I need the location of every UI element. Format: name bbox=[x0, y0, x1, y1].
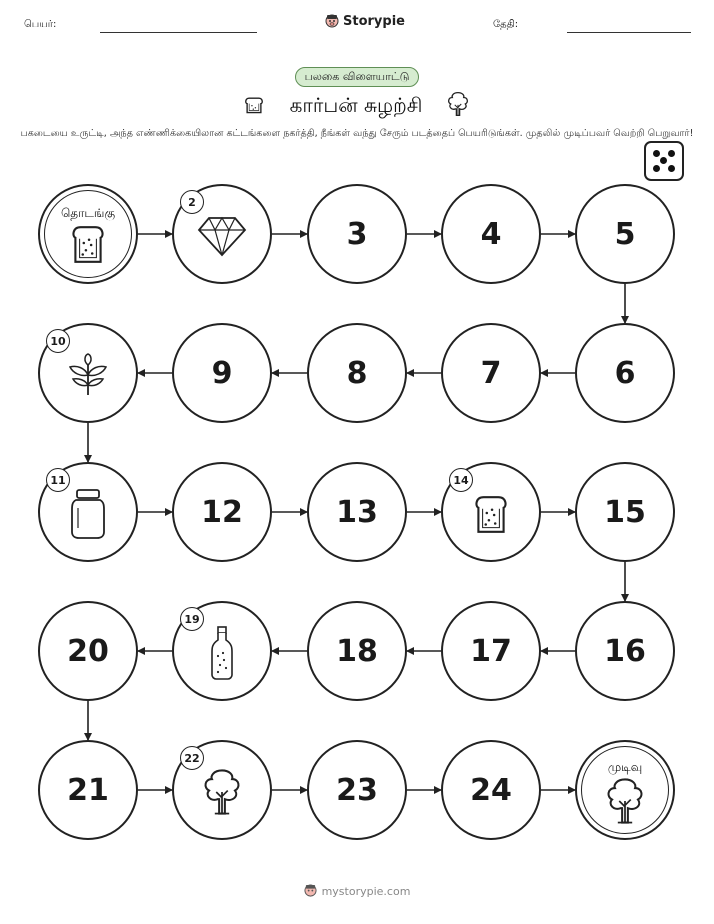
board-cell-10 bbox=[38, 323, 138, 423]
board-cell-2 bbox=[172, 184, 272, 284]
board-cell-17 bbox=[441, 601, 541, 701]
footer-site[interactable]: mystorypie.com bbox=[321, 884, 411, 898]
board-cell-12 bbox=[172, 462, 272, 562]
finish-label: முடிவு bbox=[607, 760, 643, 774]
cell-number-badge: 10 bbox=[46, 329, 70, 353]
start-ring bbox=[44, 190, 132, 278]
board-cell-21 bbox=[38, 740, 138, 840]
title-text: கார்பன் சுழற்சி bbox=[289, 93, 423, 117]
footer bbox=[0, 884, 714, 898]
date-label: தேதி: bbox=[493, 19, 519, 30]
board-cell-7 bbox=[441, 323, 541, 423]
board-cell-14 bbox=[441, 462, 541, 562]
board-cell-9 bbox=[172, 323, 272, 423]
cell-number-badge: 2 bbox=[180, 190, 204, 214]
cell-number: 20 bbox=[67, 633, 109, 669]
cell-number: 9 bbox=[211, 355, 233, 391]
board-cell-18 bbox=[307, 601, 407, 701]
board-cell-5 bbox=[575, 184, 675, 284]
cell-number: 21 bbox=[67, 772, 109, 808]
board-cell-13 bbox=[307, 462, 407, 562]
cell-number: 24 bbox=[470, 772, 512, 808]
start-label: தொடங்கு bbox=[60, 206, 116, 220]
cell-number: 16 bbox=[604, 633, 646, 669]
cell-number: 6 bbox=[614, 355, 636, 391]
cell-number-badge: 14 bbox=[449, 468, 473, 492]
board-cell-20 bbox=[38, 601, 138, 701]
leaf-icon bbox=[65, 353, 111, 401]
jar-icon bbox=[70, 488, 106, 544]
board-cell-19 bbox=[172, 601, 272, 701]
board-cell-24 bbox=[441, 740, 541, 840]
board-cell-4 bbox=[441, 184, 541, 284]
board-cell-11 bbox=[38, 462, 138, 562]
board-cell-6 bbox=[575, 323, 675, 423]
cell-number: 23 bbox=[336, 772, 378, 808]
name-label: பெயர்: bbox=[24, 19, 57, 30]
board-cell-16 bbox=[575, 601, 675, 701]
diamond-icon bbox=[197, 214, 247, 262]
cell-number: 15 bbox=[604, 494, 646, 530]
cell-number: 8 bbox=[346, 355, 368, 391]
cell-number: 18 bbox=[336, 633, 378, 669]
board-cell-15 bbox=[575, 462, 675, 562]
start-cell bbox=[38, 184, 138, 284]
cell-number-badge: 22 bbox=[180, 746, 204, 770]
instructions: பகடையை உருட்டி, அந்த எண்ணிக்கையிலான கட்டங்களை நகர்த்தி, நீங்கள் வந்து சேரும் படத்தைப் பெயரிடுங்கள். முதலில் முடிப்பவர் வெற்றி பெறுவார்! bbox=[20, 128, 694, 139]
pig-mascot-icon bbox=[304, 884, 317, 898]
board-cell-8 bbox=[307, 323, 407, 423]
cell-number: 4 bbox=[480, 216, 502, 252]
game-type-badge: பலகை விளையாட்டு bbox=[295, 67, 419, 87]
board-cell-3 bbox=[307, 184, 407, 284]
board-cell-23 bbox=[307, 740, 407, 840]
finish-cell bbox=[575, 740, 675, 840]
cell-number-badge: 11 bbox=[46, 468, 70, 492]
tree-icon bbox=[199, 766, 245, 822]
cell-number-badge: 19 bbox=[180, 607, 204, 631]
cell-number: 17 bbox=[470, 633, 512, 669]
brand-name: Storypie bbox=[343, 14, 405, 29]
cell-number: 5 bbox=[614, 216, 636, 252]
board-cell-22 bbox=[172, 740, 272, 840]
bread-icon bbox=[474, 493, 508, 539]
bottle-icon bbox=[209, 626, 235, 684]
cell-number: 3 bbox=[346, 216, 368, 252]
cell-number: 13 bbox=[336, 494, 378, 530]
cell-number: 7 bbox=[480, 355, 502, 391]
cell-number: 12 bbox=[201, 494, 243, 530]
